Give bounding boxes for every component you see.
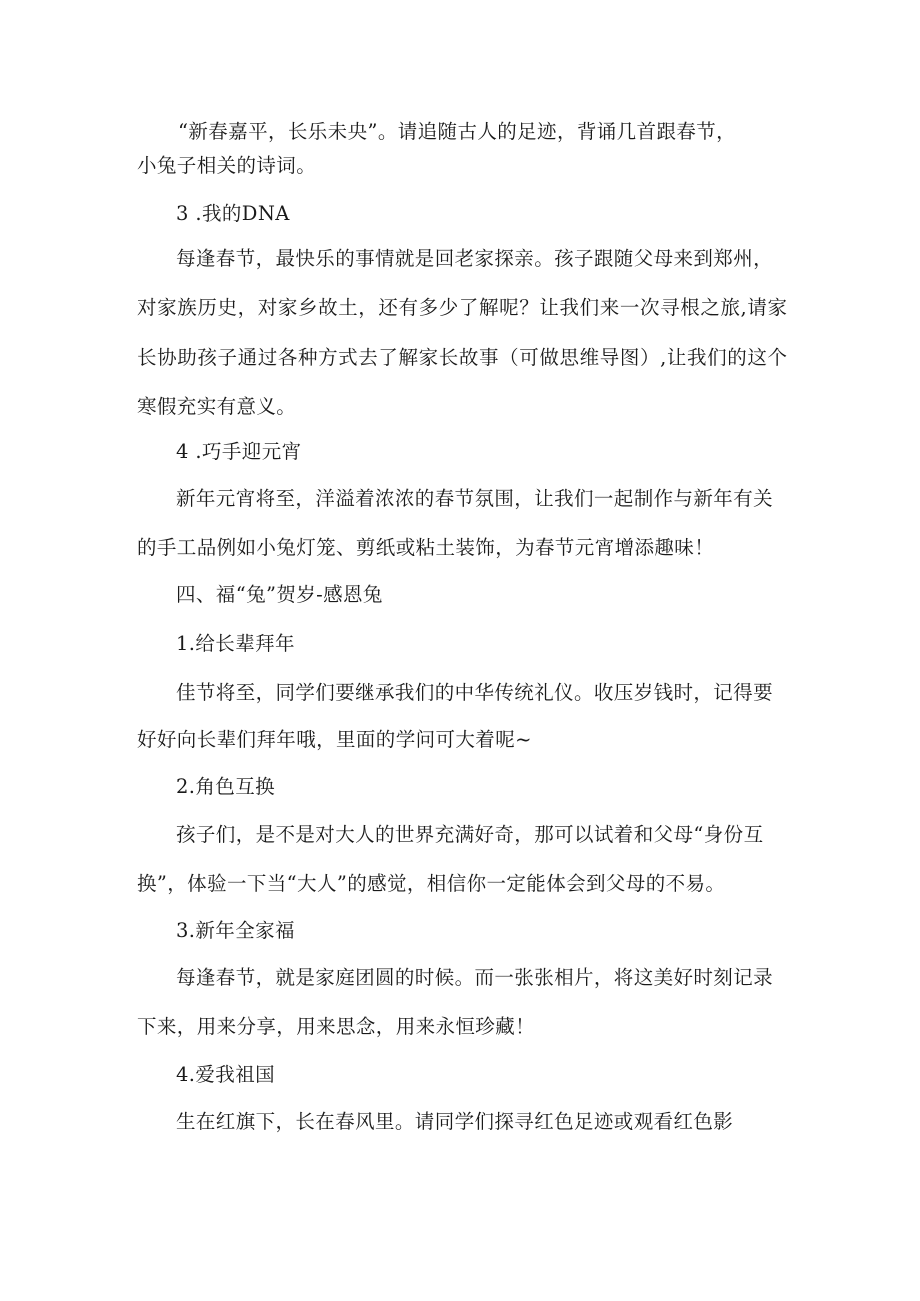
paragraph-line: 每逢春节，就是家庭团圆的时候。而一张张相片，将这美好时刻记录: [176, 966, 774, 989]
paragraph-line: 换”，体验一下当“大人”的感觉，相信你一定能体会到父母的不易。: [137, 872, 726, 895]
paragraph-line: 的手工品例如小兔灯笼、剪纸或粘土装饰，为春节元宵增添趣味！: [137, 536, 715, 559]
section-heading: 3 .我的DNA: [176, 202, 290, 225]
paragraph-line: 每逢春节，最快乐的事情就是回老家探亲。孩子跟随父母来到郑州，: [176, 247, 774, 270]
paragraph-line: 生在红旗下，长在春风里。请同学们探寻红色足迹或观看红色影: [176, 1110, 734, 1133]
paragraph-line: 孩子们，是不是对大人的世界充满好奇，那可以试着和父母“身份互: [176, 823, 764, 846]
section-heading: 1.给长辈拜年: [176, 632, 295, 655]
section-heading: 4 .巧手迎元宵: [176, 440, 302, 463]
section-heading: 2.角色互换: [176, 775, 276, 798]
paragraph-line: 长协助孩子通过各种方式去了解家长故事（可做思维导图）,让我们的这个: [137, 346, 787, 369]
paragraph-line: “新春嘉平，长乐未央”。请追随古人的足迹，背诵几首跟春节，: [178, 120, 737, 143]
paragraph-line: 下来，用来分享，用来思念，用来永恒珍藏！: [137, 1015, 536, 1038]
section-heading: 3.新年全家福: [176, 919, 295, 942]
paragraph-line: 寒假充实有意义。: [137, 395, 297, 418]
paragraph-line: 小兔子相关的诗词。: [137, 154, 317, 177]
section-heading: 4.爱我祖国: [176, 1063, 276, 1086]
paragraph-line: 好好向长辈们拜年哦，里面的学问可大着呢~: [137, 728, 532, 751]
chapter-heading: 四、福“兔”贺岁-感恩兔: [176, 583, 383, 606]
paragraph-line: 新年元宵将至，洋溢着浓浓的春节氛围，让我们一起制作与新年有关: [176, 487, 774, 510]
paragraph-line: 对家族历史，对家乡故土，还有多少了解呢？让我们来一次寻根之旅,请家: [137, 296, 787, 319]
paragraph-line: 佳节将至，同学们要继承我们的中华传统礼仪。收压岁钱时，记得要: [176, 681, 774, 704]
